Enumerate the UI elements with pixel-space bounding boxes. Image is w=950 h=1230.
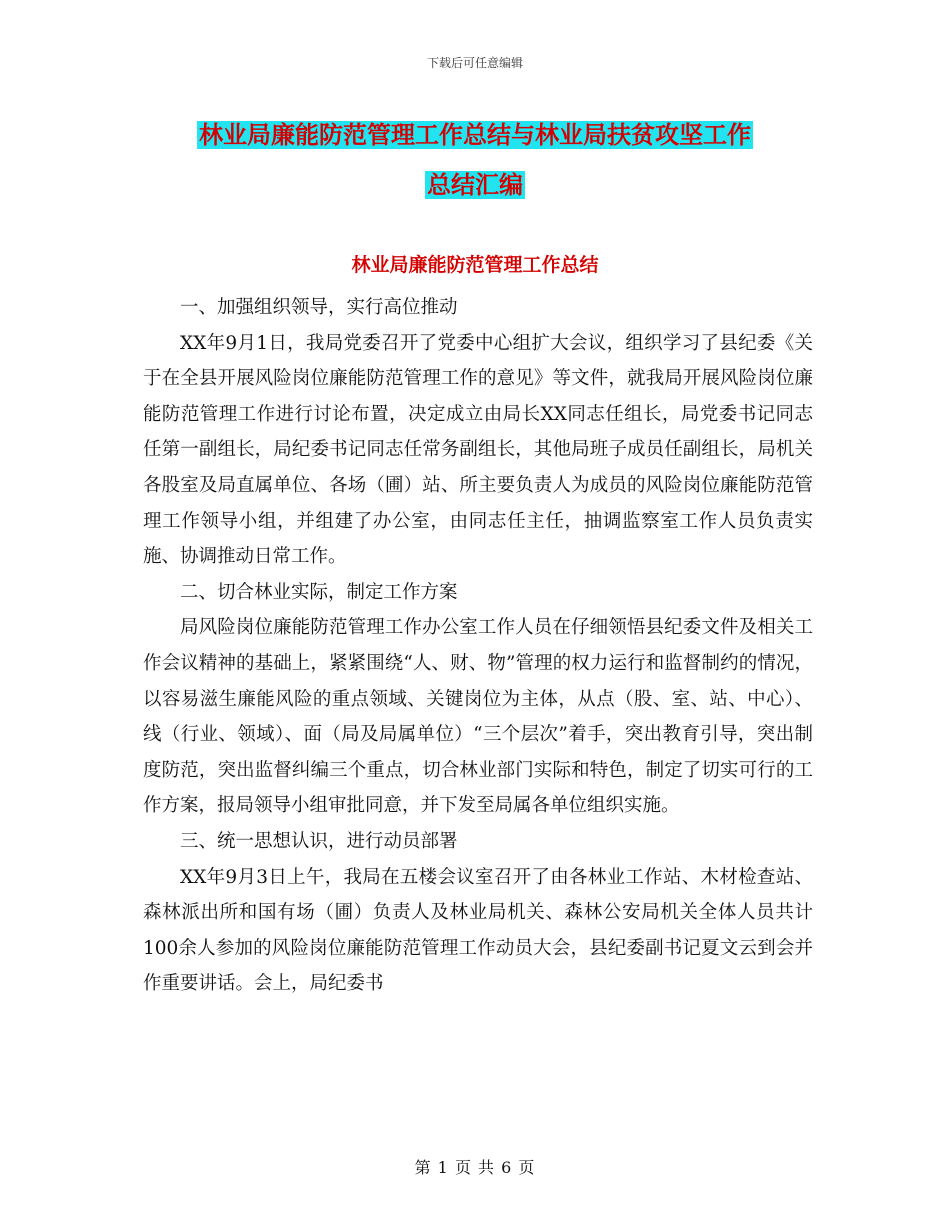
- section-title: 林业局廉能防范管理工作总结: [351, 254, 599, 276]
- document-title: [140, 110, 810, 210]
- heading-2: 二、切合林业实际，制定工作方案: [180, 581, 458, 603]
- title-line-2: 总结汇编: [427, 171, 523, 199]
- body-text: [143, 290, 813, 1002]
- heading-3: 三、统一思想认识，进行动员部署: [180, 830, 458, 852]
- paragraph-2: 局风险岗位廉能防范管理工作办公室工作人员在仔细领悟县纪委文件及相关工作会议精神的基础上，紧紧围绕“人、财、物”管理的权力运行和监督制约的情况，以容易滋生廉能风险的重点领域、关键岗位为主体，从点（股、室、站、中心）、线（行业、领域）、面（局及局属单位）“三个层次”着手，突出教育引导，突出制度防范，突出监督纠编三个重点，切合林业部门实际和特色，制定了切实可行的工作方案，报局领导小组审批同意，并下发至局属各单位组织实施。: [143, 617, 813, 817]
- header-note: 下载后可任意编辑: [426, 56, 523, 70]
- paragraph-1: XX年9月1日，我局党委召开了党委中心组扩大会议，组织学习了县纪委《关于在全县开展风险岗位廉能防范管理工作的意见》等文件，就我局开展风险岗位廉能防范管理工作进行讨论布置，决定成立由局长XX同志任组长，局党委书记同志任第一副组长，局纪委书记同志任常务副组长，其他局班子成员任副组长，局机关各股室及局直属单位、各场（圃）站、所主要负责人为成员的风险岗位廉能防范管理工作领导小组，并组建了办公室，由同志任主任，抽调监察室工作人员负责实施、协调推动日常工作。: [143, 332, 813, 568]
- paragraph-3: XX年9月3日上午，我局在五楼会议室召开了由各林业工作站、木材检查站、森林派出所和国有场（圃）负责人及林业局机关、森林公安局机关全体人员共计100余人参加的风险岗位廉能防范管理工作动员大会，县纪委副书记夏文云到会并作重要讲话。会上，局纪委书: [143, 866, 813, 995]
- heading-1: 一、加强组织领导，实行高位推动: [180, 297, 458, 318]
- page-number: 第 1 页 共 6 页: [414, 1158, 536, 1177]
- title-line-1: 林业局廉能防范管理工作总结与林业局扶贫攻坚工作: [199, 121, 751, 149]
